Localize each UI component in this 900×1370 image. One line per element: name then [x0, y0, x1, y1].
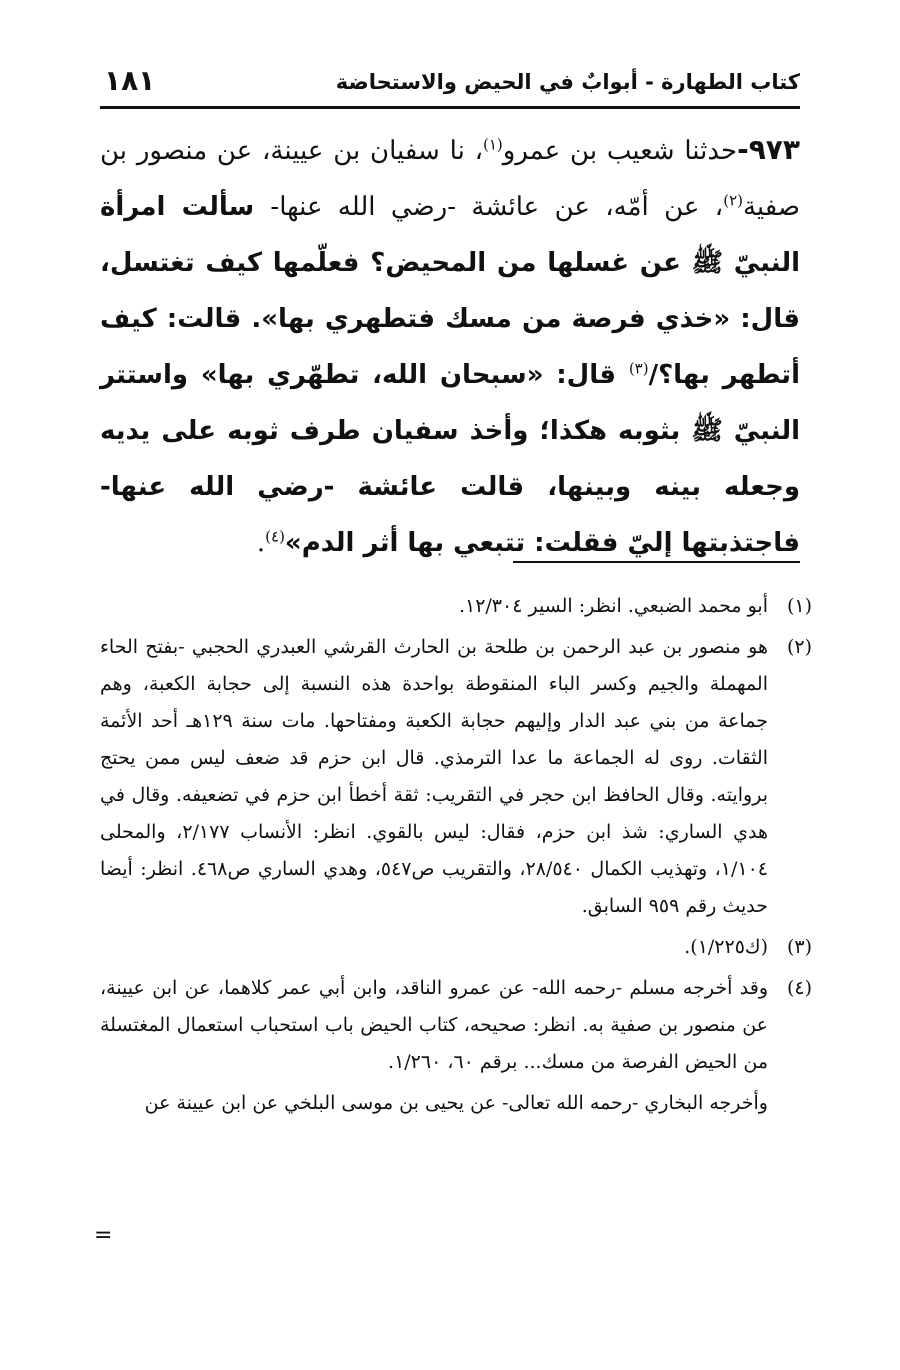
- hadith-isnad-3: ، عن أمّه، عن عائشة -رضي الله عنها-: [270, 192, 724, 222]
- footnote-separator: [513, 561, 800, 563]
- footnote-ref-4: (٤): [265, 527, 285, 546]
- hadith-number: ٩٧٣-: [737, 133, 800, 166]
- hadith-matn-2: قال: «سبحان الله، تطهّري بها» واستتر النبيّ ﷺ بثوبه هكذا؛ وأخذ سفيان طرف ثوبه على يديه وجعله بينه وبينها، قالت عائشة -رضي الله عنها- فاجتذبتها إليّ فقلت: تتبعي بها أثر الدم»: [100, 360, 800, 558]
- footnote-text: هو منصور بن عبد الرحمن بن طلحة بن الحارث القرشي العبدري الحجبي -بفتح الحاء المهملة والجيم وكسر الباء المنقوطة بواحدة هذه النسبة إلى حجابة الكعبة، وهم جماعة من بني عبد الدار وإليهم حجابة الكعبة ومفتاحها. مات سنة ١٢٩هـ أحد الأئمة الثقات. روى له الجماعة ما عدا الترمذي. قال ابن حزم قد ضعف ليس ممن يحتج بروايته. وقال الحافظ ابن حجر في التقريب: ثقة أخطأ ابن حزم في تضعيفه. وقال في هدي الساري: شذ ابن حزم، فقال: ليس بالقوي. انظر: الأنساب ٢/١٧٧، والمحلى ١/١٠٤، وتهذيب الكمال ٢٨/٥٤٠، والتقريب ص٥٤٧، وهدي الساري ص٤٦٨. انظر: أيضا حديث رقم ٩٥٩ السابق.: [100, 636, 768, 917]
- footnotes: [100, 588, 812, 1126]
- footnote-marker: (٤): [786, 977, 812, 999]
- hadith-isnad-2: ، نا سفيان بن عيينة، عن منصور بن صفية: [100, 136, 800, 222]
- footnote-text: وأخرجه البخاري -رحمه الله تعالى- عن يحيى بن موسى البلخي عن ابن عيينة عن: [144, 1092, 768, 1114]
- footnote-text: (ك١/٢٢٥).: [684, 936, 768, 958]
- footnote-ref-3: (٣): [628, 359, 649, 378]
- footnote-marker: (١): [786, 595, 812, 617]
- footnote-4: [100, 970, 812, 1081]
- footnote-marker: (٢): [786, 636, 812, 658]
- chapter-title: كتاب الطهارة - أبوابٌ في الحيض والاستحاضة: [335, 70, 800, 94]
- continuation-mark: =: [94, 1223, 113, 1248]
- hadith-text: [100, 122, 800, 571]
- footnote-3: [100, 929, 812, 966]
- footnote-4-continued: [100, 1085, 812, 1122]
- page-number: ١٨١: [104, 64, 156, 97]
- hadith-end: .: [256, 528, 266, 558]
- hadith-isnad-1: حدثنا شعيب بن عمرو: [502, 136, 738, 166]
- footnote-ref-2: (٢): [723, 191, 743, 210]
- footnote-2: [100, 629, 812, 925]
- header-rule: [100, 106, 800, 109]
- footnote-marker: (٣): [786, 936, 812, 958]
- footnote-text: وقد أخرجه مسلم -رحمه الله- عن عمرو الناقد، وابن أبي عمر كلاهما، عن ابن عيينة، عن منصور بن صفية به. انظر: صحيحه، كتاب الحيض باب استحباب استعمال المغتسلة من الحيض الفرصة من مسك... برقم ٦٠، ١/٢٦٠.: [100, 977, 768, 1073]
- footnote-ref-1: (١): [483, 135, 503, 154]
- hadith-matn-1: سألت امرأة النبيّ ﷺ عن غسلها من المحيض؟ فعلّمها كيف تغتسل، قال: «خذي فرصة من مسك فتطهري بها». قالت: كيف أتطهر بها؟/: [100, 192, 800, 390]
- footnote-1: [100, 588, 812, 625]
- running-header: [100, 64, 800, 104]
- footnote-text: أبو محمد الضبعي. انظر: السير ١٢/٣٠٤.: [458, 595, 768, 617]
